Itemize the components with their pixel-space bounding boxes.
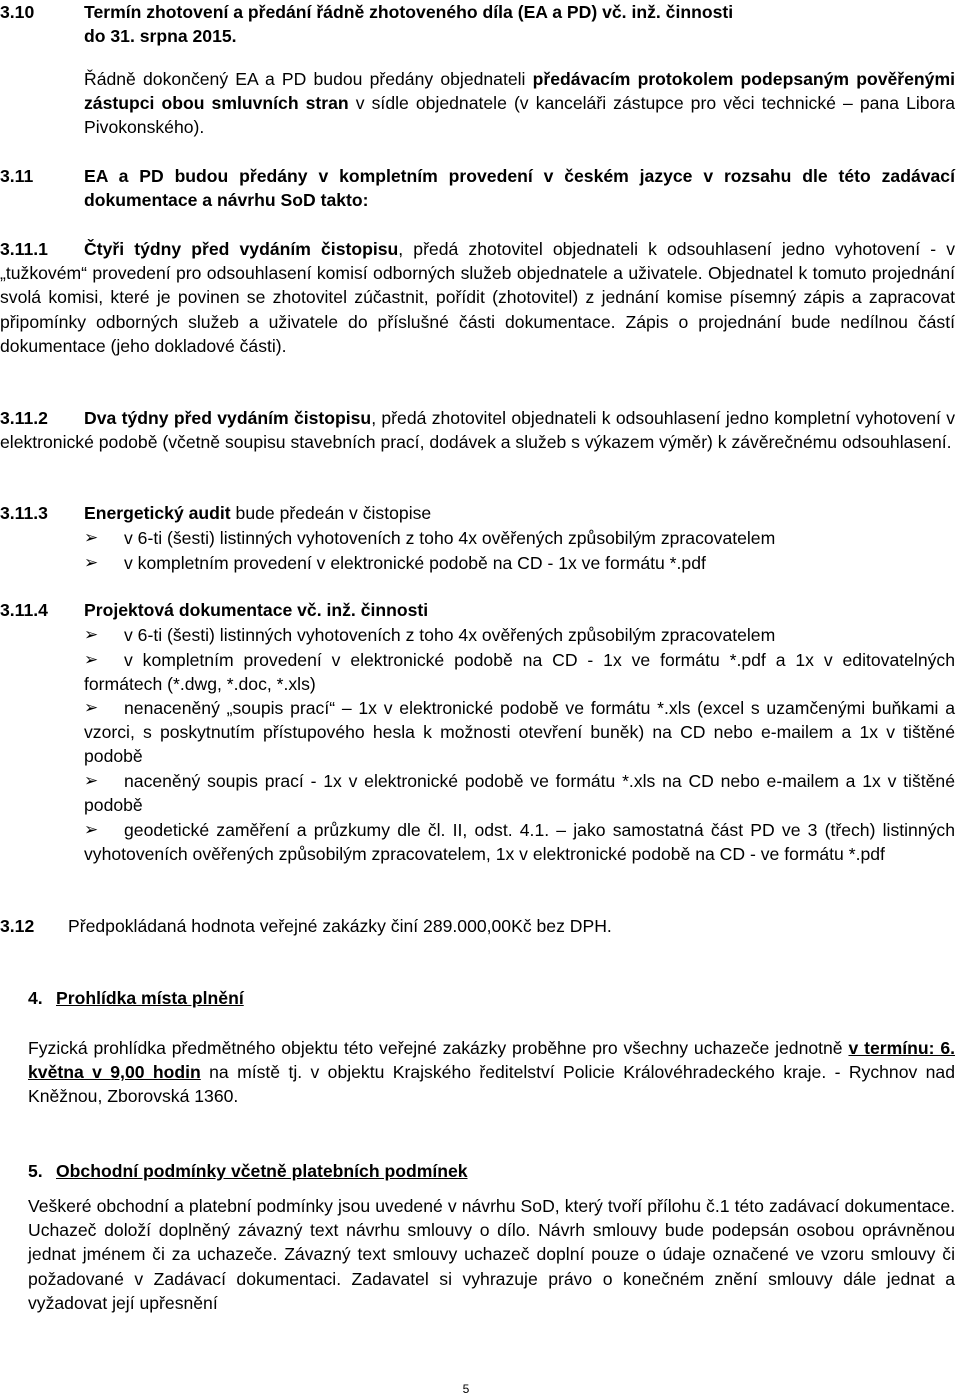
section-5-paragraph: Veškeré obchodní a platební podmínky jsou uvedené v návrhu SoD, který tvoří přílohu č.1 této zadávací dokumentace. Uchazeč doloží doplněný závazný text návrhu smlouvy o dílo. Návrh smlouvy bude podepsán osobou oprávněnou jednat jménem či za uchazeče. Závazný text smlouvy uchazeč doplní pouze o údaje označené ve vzoru smlouvy či požadované v Zadávací dokumentaci. Zadavatel si vyhrazuje právo o konečném znění smlouvy dále jednat a vyžadovat její upřesnění <box>28 1196 955 1313</box>
section-title: Energetický audit <box>84 503 231 523</box>
list-item: ➢ v kompletním provedení v elektronické podobě na CD - 1x ve formátu *.pdf a 1x v editovatelných formátech (*.dwg, *.doc, *.xls) <box>84 650 955 695</box>
list-item: ➢ nenaceněný „soupis prací“ – 1x v elektronické podobě ve formátu *.xls (excel s uzamčenými buňkami a vzorci, s poskytnutím přístupového hesla k možnosti otevření buněk) na CD nebo e-mailem a 1x v tištěné podobě <box>84 698 955 767</box>
list-item: ➢ v kompletním provedení v elektronické podobě na CD - 1x ve formátu *.pdf <box>84 551 955 575</box>
section-3-11-4-heading <box>0 598 955 622</box>
section-title: Projektová dokumentace vč. inž. činnosti <box>84 600 429 620</box>
section-number: 3.11.3 <box>0 503 48 523</box>
section-number: 3.11.1 <box>0 239 48 259</box>
section-number: 3.10 <box>0 2 35 22</box>
section-title-line-1: Termín zhotovení a předání řádně zhotoveného díla (EA a PD) vč. inž. činnosti <box>84 2 734 22</box>
deadline-emphasis: Čtyři týdny před vydáním čistopisu <box>84 239 399 259</box>
section-3-11-heading <box>0 164 955 212</box>
list-item: ➢ naceněný soupis prací - 1x v elektronické podobě ve formátu *.xls na CD nebo e-mailem a 1x v tištěné podobě <box>84 771 955 816</box>
section-number: 3.11 <box>0 166 34 186</box>
section-3-11-3-heading: 3.11.3 Energetický audit bude předeán v čistopise <box>0 501 955 525</box>
section-number: 3.11.2 <box>0 408 48 428</box>
arrow-bullet-icon: ➢ <box>84 528 99 548</box>
arrow-bullet-icon: ➢ <box>84 771 99 791</box>
list-item: ➢ v 6-ti (šesti) listinných vyhotoveních z toho 4x ověřených způsobilým zpracovatelem <box>84 526 955 550</box>
section-3-10-paragraph: Řádně dokončený EA a PD budou předány objednateli předávacím protokolem podepsaným pověřenými zástupci obou smluvních stran v sídle objednatele (v kanceláři zástupce pro věci technické – pana Libora Pivokonského). <box>84 69 955 138</box>
section-4-paragraph: Fyzická prohlídka předmětného objektu této veřejné zakázky proběhne pro všechny uchazeče jednotně v termínu: 6. května v 9,00 hodin na místě tj. v objektu Krajského ředitelství Policie Královéhradeckého kraje. - Rychnov nad Kněžnou, Zborovská 1360. <box>28 1038 955 1107</box>
section-title: Obchodní podmínky včetně platebních podmínek <box>56 1161 468 1181</box>
section-number: 3.11.4 <box>0 600 48 620</box>
arrow-bullet-icon: ➢ <box>84 553 99 573</box>
section-4-heading <box>28 986 928 1010</box>
section-number: 5. <box>28 1161 43 1181</box>
section-3-11-1-paragraph: 3.11.1 Čtyři týdny před vydáním čistopisu, předá zhotovitel objednateli k odsouhlasení jedno vyhotovení - v „tužkovém“ provedení pro odsouhlasení komisí odborných služeb objednatele a uživatele. Objednatel k tomuto projednání svolá komisi, které je povinen se zhotovitel zúčastnit, pořídit (zhotovitel) z jednání komise písemný zápis a zapracovat připomínky odborných služeb a uživatele do příslušné části dokumentace. Zápis o projednání bude nedílnou částí dokumentace (jeho dokladové části). <box>0 239 956 356</box>
arrow-bullet-icon: ➢ <box>84 698 99 718</box>
section-title-line-2: do 31. srpna 2015. <box>84 26 237 47</box>
arrow-bullet-icon: ➢ <box>84 650 99 670</box>
page-number: 5 <box>462 1382 470 1396</box>
arrow-bullet-icon: ➢ <box>84 820 99 840</box>
section-3-10-heading <box>0 0 955 48</box>
list-item: ➢ geodetické zaměření a průzkumy dle čl. II, odst. 4.1. – jako samostatná část PD ve 3 (třech) listinných vyhotoveních ověřených způsobilým zpracovatelem, 1x v elektronické podobě na CD - ve formátu *.pdf <box>84 820 955 865</box>
section-5-heading <box>28 1159 928 1183</box>
section-title: Prohlídka místa plnění <box>56 988 244 1008</box>
section-3-12 <box>0 914 955 938</box>
section-number: 3.12 <box>0 916 35 936</box>
inspection-date-emphasis: v termínu: 6. května v 9,00 hodin <box>28 1038 955 1083</box>
section-number: 4. <box>28 988 43 1008</box>
estimated-value-text: Předpokládaná hodnota veřejné zakázky činí 289.000,00Kč bez DPH. <box>68 916 612 936</box>
section-title: EA a PD budou předány v kompletním provedení v českém jazyce v rozsahu dle této zadávací dokumentace a návrhu SoD takto: <box>84 166 955 211</box>
handover-protocol-emphasis: předávacím protokolem podepsaným pověřenými zástupci obou smluvních stran <box>84 69 955 114</box>
section-3-11-2-paragraph: 3.11.2 Dva týdny před vydáním čistopisu, předá zhotovitel objednateli k odsouhlasení jedno kompletní vyhotovení v elektronické podobě (včetně soupisu stavebních prací, dodávek a služeb s výkazem výměr) k závěrečnému odsouhlasení. <box>0 408 955 453</box>
arrow-bullet-icon: ➢ <box>84 625 99 645</box>
list-item: ➢ v 6-ti (šesti) listinných vyhotoveních z toho 4x ověřených způsobilým zpracovatelem <box>84 623 955 647</box>
deadline-emphasis: Dva týdny před vydáním čistopisu <box>84 408 372 428</box>
